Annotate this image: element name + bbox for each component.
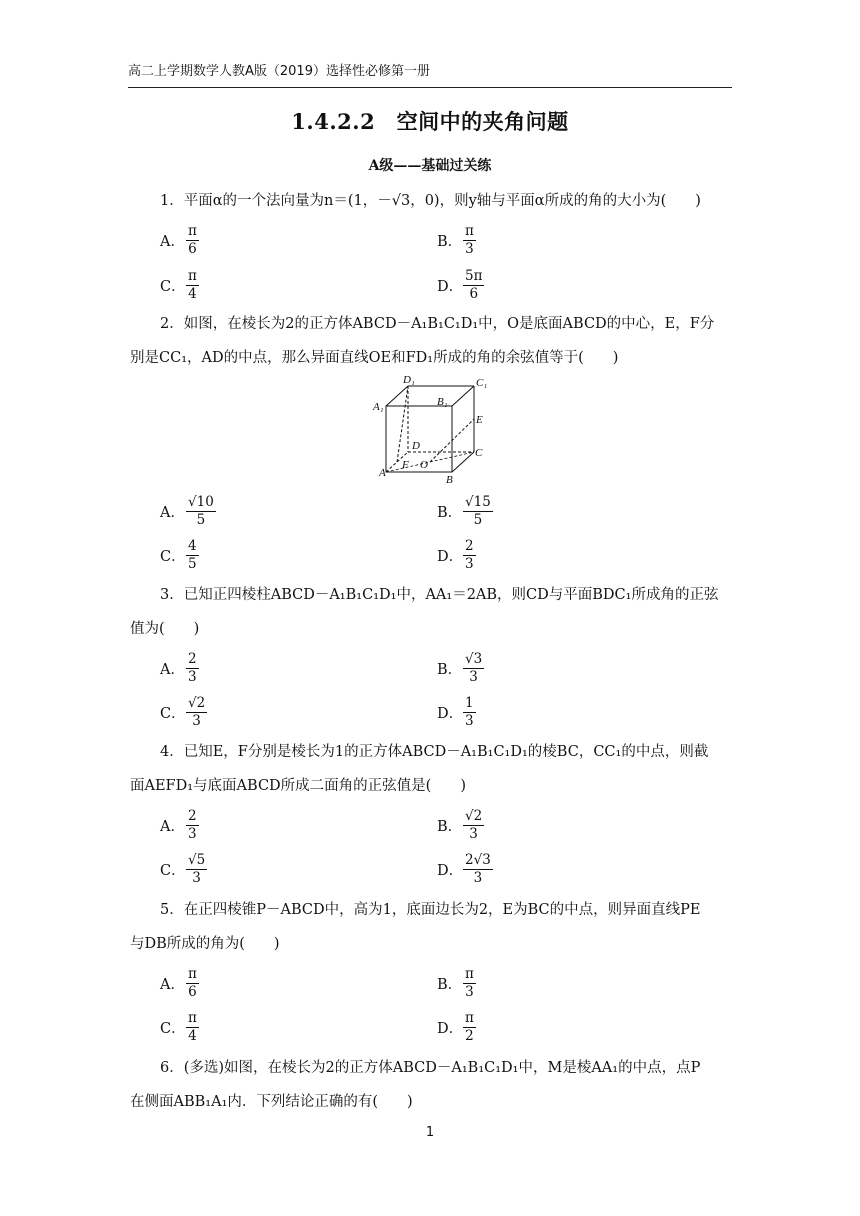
label-d1: D₁ bbox=[403, 374, 415, 386]
q6-line-1: 6．(多选)如图，在棱长为2的正方体ABCD－A₁B₁C₁D₁中，M是棱AA₁的中点，点P bbox=[160, 1060, 701, 1076]
header-text: 高二上学期数学人教A版（2019）选择性必修第一册 bbox=[128, 64, 430, 79]
fraction: $\frac{\pi}{4}$ bbox=[188, 267, 197, 302]
q4-option-b[interactable]: B． $\frac{√2}{3}$ bbox=[437, 807, 483, 842]
label-f: F bbox=[402, 459, 409, 471]
q5-line-2: 与DB所成的角为( ) bbox=[130, 936, 280, 952]
fraction: $\frac{√2}{3}$ bbox=[188, 694, 206, 729]
q1-option-b[interactable]: B． $\frac{\pi}{3}$ bbox=[437, 222, 474, 257]
fraction: $\frac{\pi}{4}$ bbox=[188, 1009, 197, 1044]
q5-option-a[interactable]: A． $\frac{\pi}{6}$ bbox=[160, 965, 197, 1000]
q3-option-d[interactable]: D． $\frac{1}{3}$ bbox=[437, 694, 474, 729]
fraction: $\frac{\pi}{6}$ bbox=[188, 222, 197, 257]
q6-line-2: 在侧面ABB₁A₁内．下列结论正确的有( ) bbox=[130, 1094, 413, 1110]
label-c1: C₁ bbox=[476, 377, 488, 389]
fraction: $\frac{\pi}{2}$ bbox=[465, 1009, 474, 1044]
q5-option-b[interactable]: B． $\frac{\pi}{3}$ bbox=[437, 965, 474, 1000]
fraction: $\frac{√15}{5}$ bbox=[465, 493, 491, 528]
section-subtitle: A级——基础过关练 bbox=[368, 158, 492, 174]
q2-line-1: 2．如图，在棱长为2的正方体ABCD－A₁B₁C₁D₁中，O是底面ABCD的中心，E，F分 bbox=[160, 316, 715, 332]
fraction: $\frac{5\pi}{6}$ bbox=[465, 267, 483, 302]
fraction: $\frac{\pi}{3}$ bbox=[465, 965, 474, 1000]
fraction: $\frac{√2}{3}$ bbox=[465, 807, 483, 842]
label-a: A bbox=[379, 467, 386, 479]
q1-option-a[interactable]: A． $\frac{\pi}{6}$ bbox=[160, 222, 197, 257]
q5-option-d[interactable]: D． $\frac{\pi}{2}$ bbox=[437, 1009, 474, 1044]
q4-option-c[interactable]: C． $\frac{√5}{3}$ bbox=[160, 851, 206, 886]
fraction: $\frac{2}{3}$ bbox=[188, 650, 197, 685]
q2-option-a[interactable]: A． $\frac{√10}{5}$ bbox=[160, 493, 214, 528]
label-a1: A₁ bbox=[373, 401, 384, 413]
q2-line-2: 别是CC₁，AD的中点，那么异面直线OE和FD₁所成的角的余弦值等于( ) bbox=[130, 350, 619, 366]
cube-figure bbox=[370, 373, 490, 485]
q1-text: 1．平面α的一个法向量为n＝(1，－√3，0)，则y轴与平面α所成的角的大小为( ) bbox=[160, 193, 701, 209]
fraction: $\frac{4}{5}$ bbox=[188, 537, 197, 572]
fraction: $\frac{2}{3}$ bbox=[465, 537, 474, 572]
q4-line-1: 4．已知E，F分别是棱长为1的正方体ABCD－A₁B₁C₁D₁的棱BC，CC₁的中点，则截 bbox=[160, 744, 709, 760]
fraction: $\frac{\pi}{3}$ bbox=[465, 222, 474, 257]
q1-option-c[interactable]: C． $\frac{\pi}{4}$ bbox=[160, 267, 197, 302]
fraction: $\frac{2}{3}$ bbox=[188, 807, 197, 842]
q1-option-d[interactable]: D． $\frac{5\pi}{6}$ bbox=[437, 267, 483, 302]
fraction: $\frac{\pi}{6}$ bbox=[188, 965, 197, 1000]
q2-option-c[interactable]: C． $\frac{4}{5}$ bbox=[160, 537, 197, 572]
label-o: O bbox=[420, 459, 428, 471]
page-title: 1.4.2.2 空间中的夹角问题 bbox=[291, 109, 569, 134]
q5-line-1: 5．在正四棱锥P－ABCD中，高为1，底面边长为2，E为BC的中点，则异面直线PE bbox=[160, 902, 701, 918]
cube-front-face bbox=[386, 406, 452, 472]
q5-option-c[interactable]: C． $\frac{\pi}{4}$ bbox=[160, 1009, 197, 1044]
label-d: D bbox=[412, 440, 420, 452]
q3-line-2: 值为( ) bbox=[130, 621, 200, 637]
label-b: B bbox=[446, 474, 453, 485]
q4-option-d[interactable]: D． $\frac{2√3}{3}$ bbox=[437, 851, 491, 886]
fraction: $\frac{√3}{3}$ bbox=[465, 650, 483, 685]
fraction: $\frac{√10}{5}$ bbox=[188, 493, 214, 528]
page-number: 1 bbox=[425, 1125, 435, 1140]
q4-option-a[interactable]: A． $\frac{2}{3}$ bbox=[160, 807, 197, 842]
page-header bbox=[128, 63, 732, 88]
label-c: C bbox=[475, 447, 483, 459]
q2-option-d[interactable]: D． $\frac{2}{3}$ bbox=[437, 537, 474, 572]
q3-line-1: 3．已知正四棱柱ABCD－A₁B₁C₁D₁中，AA₁＝2AB，则CD与平面BDC₁所成角的正弦 bbox=[160, 587, 719, 603]
q3-option-c[interactable]: C． $\frac{√2}{3}$ bbox=[160, 694, 206, 729]
q3-option-a[interactable]: A． $\frac{2}{3}$ bbox=[160, 650, 197, 685]
q3-option-b[interactable]: B． $\frac{√3}{3}$ bbox=[437, 650, 483, 685]
fraction: $\frac{1}{3}$ bbox=[465, 694, 474, 729]
label-e: E bbox=[476, 414, 483, 426]
q2-option-b[interactable]: B． $\frac{√15}{5}$ bbox=[437, 493, 491, 528]
fraction: $\frac{√5}{3}$ bbox=[188, 851, 206, 886]
fraction: $\frac{2√3}{3}$ bbox=[465, 851, 491, 886]
q4-line-2: 面AEFD₁与底面ABCD所成二面角的正弦值是( ) bbox=[130, 778, 466, 794]
label-b1: B₁ bbox=[437, 396, 448, 408]
